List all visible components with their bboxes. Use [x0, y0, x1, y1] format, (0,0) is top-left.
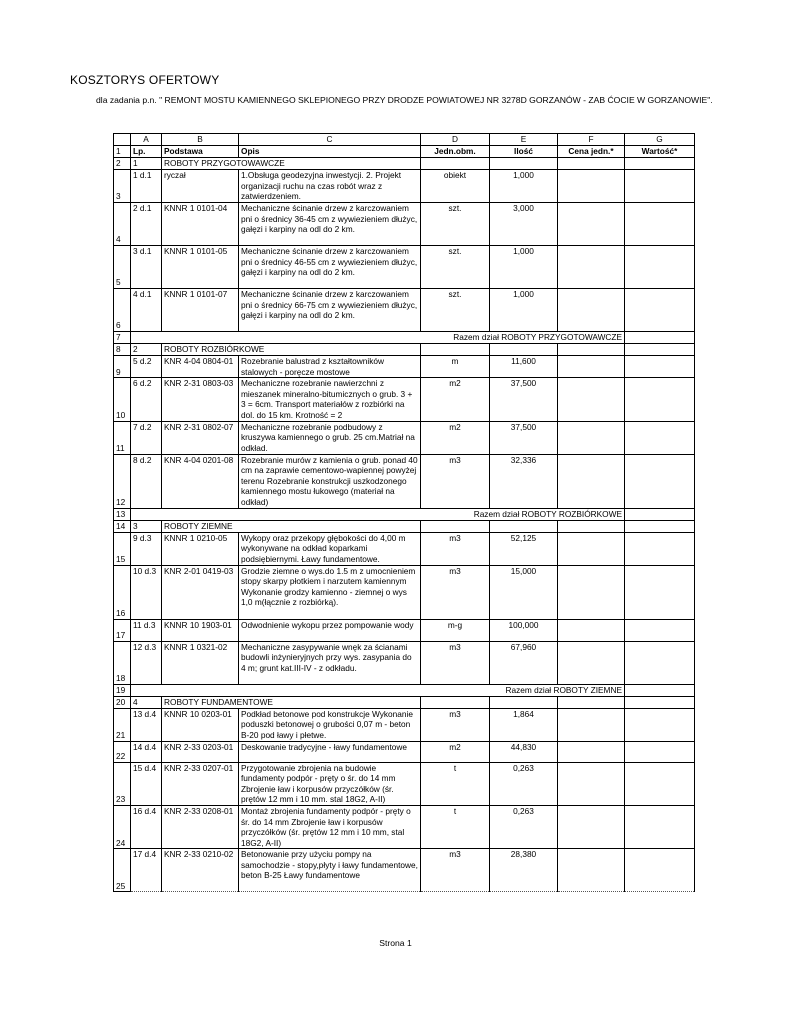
item-wartosc: [625, 378, 695, 421]
item-jedn: szt.: [421, 246, 490, 289]
item-wartosc: [625, 641, 695, 684]
item-podstawa: KNR 2-33 0208-01: [162, 805, 239, 848]
row-number: 8: [114, 344, 131, 356]
item-cena: [558, 454, 625, 508]
empty-cell: [558, 344, 625, 356]
item-ilosc: 37,500: [490, 421, 558, 454]
section-number: 1: [131, 158, 162, 170]
item-opis: Mechaniczne zasypywanie wnęk za ścianami budowli inżynieryjnych przy wys. zasypania do 4 m; grunt kat.III-IV - z odkładu.: [239, 641, 421, 684]
section-title: ROBOTY PRZYGOTOWAWCZE: [162, 158, 421, 170]
item-lp: 6 d.2: [131, 378, 162, 421]
table-row: [114, 289, 695, 332]
item-lp: 2 d.1: [131, 203, 162, 246]
item-cena: [558, 170, 625, 203]
item-cena: [558, 532, 625, 565]
section-row: [114, 696, 695, 708]
row-number: 6: [114, 289, 131, 332]
document-subtitle: dla zadania p.n. " REMONT MOSTU KAMIENNEGO SKLEPIONEGO PRZY DRODZE POWIATOWEJ NR 3278D GORZANÓW - ZAB ĆOCIE W GORZANOWIE".: [96, 95, 713, 105]
section-summary-label: Razem dział ROBOTY ZIEMNE: [421, 684, 625, 696]
empty-cell: [490, 520, 558, 532]
item-jedn: m2: [421, 421, 490, 454]
section-title: ROBOTY FUNDAMENTOWE: [162, 696, 421, 708]
row-number: 11: [114, 421, 131, 454]
item-jedn: m3: [421, 565, 490, 619]
item-podstawa: KNR 2-31 0802-07: [162, 421, 239, 454]
row-number: 12: [114, 454, 131, 508]
table-row: [114, 849, 695, 892]
item-podstawa: KNR 2-01 0419-03: [162, 565, 239, 619]
section-title: ROBOTY ZIEMNE: [162, 520, 421, 532]
row-number: 19: [114, 684, 131, 696]
item-opis: Deskowanie tradycyjne - ławy fundamentowe: [239, 741, 421, 762]
item-jedn: t: [421, 805, 490, 848]
row-number: 18: [114, 641, 131, 684]
item-podstawa: KNNR 1 0101-04: [162, 203, 239, 246]
row-number: 17: [114, 619, 131, 641]
item-ilosc: 15,000: [490, 565, 558, 619]
column-letter-row: [114, 134, 695, 146]
row-number: 1: [114, 146, 131, 158]
item-ilosc: 100,000: [490, 619, 558, 641]
header-jedn: Jedn.obm.: [421, 146, 490, 158]
item-wartosc: [625, 805, 695, 848]
item-opis: Odwodnienie wykopu przez pompowanie wody: [239, 619, 421, 641]
section-summary-row: [114, 332, 695, 344]
section-summary-row: [114, 684, 695, 696]
item-cena: [558, 741, 625, 762]
item-ilosc: 67,960: [490, 641, 558, 684]
row-number: 23: [114, 762, 131, 805]
item-ilosc: 11,600: [490, 356, 558, 378]
table-row: [114, 532, 695, 565]
item-ilosc: 1,864: [490, 708, 558, 741]
empty-cell: [421, 158, 490, 170]
row-number: 4: [114, 203, 131, 246]
empty-cell: [625, 684, 695, 696]
item-wartosc: [625, 741, 695, 762]
item-jedn: m: [421, 356, 490, 378]
item-lp: 12 d.3: [131, 641, 162, 684]
item-cena: [558, 246, 625, 289]
item-jedn: m3: [421, 532, 490, 565]
row-number: 9: [114, 356, 131, 378]
item-ilosc: 52,125: [490, 532, 558, 565]
item-lp: 14 d.4: [131, 741, 162, 762]
item-ilosc: 1,000: [490, 170, 558, 203]
item-podstawa: KNNR 1 0210-05: [162, 532, 239, 565]
item-opis: Mechaniczne ścinanie drzew z karczowaniem pni o średnicy 46-55 cm z wywiezieniem dłużyc, gałęzi i karpiny na odl do 2 km.: [239, 246, 421, 289]
item-opis: Podkład betonowe pod konstrukcje Wykonanie poduszki betonowej o grubości 0,07 m - beton B-20 pod ławy i płetwe.: [239, 708, 421, 741]
item-ilosc: 32,336: [490, 454, 558, 508]
item-wartosc: [625, 356, 695, 378]
item-ilosc: 0,263: [490, 805, 558, 848]
empty-cell: [131, 508, 421, 520]
item-jedn: m3: [421, 708, 490, 741]
row-number: 7: [114, 332, 131, 344]
item-opis: Mechaniczne ścinanie drzew z karczowaniem pni o średnicy 36-45 cm z wywiezieniem dłużyc, gałęzi i karpiny na odl do 2 km.: [239, 203, 421, 246]
item-podstawa: KNNR 1 0101-05: [162, 246, 239, 289]
item-podstawa: KNR 2-33 0207-01: [162, 762, 239, 805]
empty-cell: [131, 684, 421, 696]
empty-cell: [625, 520, 695, 532]
item-wartosc: [625, 454, 695, 508]
item-ilosc: 44,830: [490, 741, 558, 762]
row-number: 24: [114, 805, 131, 848]
item-wartosc: [625, 762, 695, 805]
item-lp: 8 d.2: [131, 454, 162, 508]
item-opis: Mechaniczne rozebranie nawierzchni z mieszanek mineralno-bitumicznych o grub. 3 + 3 = 6cm. Transport materiałów z rozbiórki na dol. do 15 km. Krotność = 2: [239, 378, 421, 421]
item-podstawa: KNNR 10 0203-01: [162, 708, 239, 741]
header-opis: Opis: [239, 146, 421, 158]
item-cena: [558, 619, 625, 641]
table-row: [114, 421, 695, 454]
item-jedn: m2: [421, 378, 490, 421]
table-row: [114, 741, 695, 762]
table-row: [114, 246, 695, 289]
empty-cell: [421, 520, 490, 532]
row-number: 14: [114, 520, 131, 532]
item-lp: 11 d.3: [131, 619, 162, 641]
item-ilosc: 37,500: [490, 378, 558, 421]
item-wartosc: [625, 708, 695, 741]
empty-cell: [421, 696, 490, 708]
empty-cell: [490, 696, 558, 708]
document-title: KOSZTORYS OFERTOWY: [70, 73, 220, 87]
item-cena: [558, 289, 625, 332]
item-lp: 10 d.3: [131, 565, 162, 619]
header-wartosc: Wartość*: [625, 146, 695, 158]
item-cena: [558, 356, 625, 378]
row-number: 3: [114, 170, 131, 203]
table-row: [114, 805, 695, 848]
item-jedn: m3: [421, 849, 490, 892]
empty-cell: [490, 158, 558, 170]
item-ilosc: 28,380: [490, 849, 558, 892]
column-letter: B: [162, 134, 239, 146]
table-row: [114, 356, 695, 378]
table-row: [114, 708, 695, 741]
table-row: [114, 565, 695, 619]
column-letter: D: [421, 134, 490, 146]
row-number: 16: [114, 565, 131, 619]
item-opis: Rozebranie murów z kamienia o grub. ponad 40 cm na zaprawie cementowo-wapiennej powyżej terenu Rozebranie konstrukcji uszkodzonego kamiennego mostu łukowego (materiał na odkład): [239, 454, 421, 508]
item-lp: 15 d.4: [131, 762, 162, 805]
item-opis: Grodzie ziemne o wys.do 1.5 m z umocnieniem stopy skarpy płotkiem i narzutem kamiennym Wykonanie grodzy kamienno - ziemnej o wys 1,0 m(łącznie z rozbiórką).: [239, 565, 421, 619]
column-letter: A: [131, 134, 162, 146]
empty-cell: [558, 520, 625, 532]
item-wartosc: [625, 170, 695, 203]
section-row: [114, 344, 695, 356]
row-number: 5: [114, 246, 131, 289]
item-podstawa: KNR 4-04 0804-01: [162, 356, 239, 378]
item-jedn: szt.: [421, 203, 490, 246]
section-row: [114, 158, 695, 170]
section-summary-row: [114, 508, 695, 520]
item-ilosc: 1,000: [490, 246, 558, 289]
item-jedn: m3: [421, 454, 490, 508]
empty-cell: [131, 332, 421, 344]
item-cena: [558, 805, 625, 848]
item-wartosc: [625, 421, 695, 454]
item-lp: 5 d.2: [131, 356, 162, 378]
item-cena: [558, 708, 625, 741]
section-number: 2: [131, 344, 162, 356]
table-row: [114, 641, 695, 684]
item-jedn: m-g: [421, 619, 490, 641]
table-row: [114, 454, 695, 508]
item-opis: Rozebranie balustrad z kształtowników stalowych - poręcze mostowe: [239, 356, 421, 378]
row-number: 22: [114, 741, 131, 762]
item-lp: 17 d.4: [131, 849, 162, 892]
item-podstawa: KNNR 1 0101-07: [162, 289, 239, 332]
section-title: ROBOTY ROZBIÓRKOWE: [162, 344, 421, 356]
item-cena: [558, 378, 625, 421]
row-number: 10: [114, 378, 131, 421]
item-lp: 13 d.4: [131, 708, 162, 741]
item-podstawa: KNNR 1 0321-02: [162, 641, 239, 684]
column-letter: F: [558, 134, 625, 146]
item-ilosc: 0,263: [490, 762, 558, 805]
item-lp: 16 d.4: [131, 805, 162, 848]
item-lp: 9 d.3: [131, 532, 162, 565]
row-number: 15: [114, 532, 131, 565]
item-cena: [558, 849, 625, 892]
section-number: 4: [131, 696, 162, 708]
item-wartosc: [625, 849, 695, 892]
table-row: [114, 619, 695, 641]
item-opis: Mechaniczne rozebranie podbudowy z kruszywa kamiennego o grub. 25 cm.Matriał na odkład.: [239, 421, 421, 454]
item-jedn: obiekt: [421, 170, 490, 203]
row-number: 13: [114, 508, 131, 520]
item-opis: Przygotowanie zbrojenia na budowie fundamenty podpór - pręty o śr. do 14 mm Zbrojenie ław i korpusów przyczółków (śr. prętów 12 mm i 10 mm. stal 18G2, A-II): [239, 762, 421, 805]
item-opis: Betonowanie przy użyciu pompy na samochodzie - stopy,płyty i ławy fundamentowe, beton B-25 Ławy fundamentowe: [239, 849, 421, 892]
item-jedn: t: [421, 762, 490, 805]
row-number: 25: [114, 849, 131, 892]
item-ilosc: 3,000: [490, 203, 558, 246]
item-podstawa: KNR 2-33 0210-02: [162, 849, 239, 892]
item-cena: [558, 421, 625, 454]
item-jedn: szt.: [421, 289, 490, 332]
item-wartosc: [625, 532, 695, 565]
header-ilosc: Ilość: [490, 146, 558, 158]
item-wartosc: [625, 203, 695, 246]
item-jedn: m3: [421, 641, 490, 684]
section-row: [114, 520, 695, 532]
table-row: [114, 170, 695, 203]
empty-cell: [490, 344, 558, 356]
empty-cell: [625, 332, 695, 344]
item-opis: 1.Obsługa geodezyjna inwestycji. 2. Projekt organizacji ruchu na czas robót wraz z zatwierdzeniem.: [239, 170, 421, 203]
row-number: 2: [114, 158, 131, 170]
item-podstawa: KNR 4-04 0201-08: [162, 454, 239, 508]
cost-estimate-table: [113, 133, 695, 892]
column-letter: [114, 134, 131, 146]
table-row: [114, 762, 695, 805]
column-letter: E: [490, 134, 558, 146]
table-row: [114, 378, 695, 421]
empty-cell: [625, 344, 695, 356]
empty-cell: [625, 696, 695, 708]
item-podstawa: KNR 2-31 0803-03: [162, 378, 239, 421]
header-cena: Cena jedn.*: [558, 146, 625, 158]
section-summary-label: Razem dział ROBOTY ROZBIÓRKOWE: [421, 508, 625, 520]
empty-cell: [625, 508, 695, 520]
item-podstawa: ryczał: [162, 170, 239, 203]
header-lp: Lp.: [131, 146, 162, 158]
item-lp: 4 d.1: [131, 289, 162, 332]
item-ilosc: 1,000: [490, 289, 558, 332]
item-podstawa: KNR 2-33 0203-01: [162, 741, 239, 762]
row-number: 21: [114, 708, 131, 741]
section-number: 3: [131, 520, 162, 532]
item-cena: [558, 565, 625, 619]
empty-cell: [421, 344, 490, 356]
item-cena: [558, 641, 625, 684]
item-lp: 1 d.1: [131, 170, 162, 203]
page-number: Strona 1: [379, 938, 412, 948]
item-cena: [558, 762, 625, 805]
item-podstawa: KNNR 10 1903-01: [162, 619, 239, 641]
item-cena: [558, 203, 625, 246]
item-opis: Wykopy oraz przekopy głębokości do 4,00 m wykonywane na odkład koparkami podsiębiernymi. Ławy fundamentowe.: [239, 532, 421, 565]
item-opis: Montaż zbrojenia fundamenty podpór - pręty o śr. do 14 mm Zbrojenie ław i korpusów przyczółków (śr. prętów 12 mm i 10 mm, stal 18G2, A-II): [239, 805, 421, 848]
column-letter: C: [239, 134, 421, 146]
item-wartosc: [625, 246, 695, 289]
empty-cell: [558, 158, 625, 170]
item-wartosc: [625, 565, 695, 619]
item-wartosc: [625, 619, 695, 641]
item-lp: 7 d.2: [131, 421, 162, 454]
row-number: 20: [114, 696, 131, 708]
section-summary-label: Razem dział ROBOTY PRZYGOTOWAWCZE: [421, 332, 625, 344]
table-header-row: [114, 146, 695, 158]
empty-cell: [558, 696, 625, 708]
header-podstawa: Podstawa: [162, 146, 239, 158]
item-jedn: m2: [421, 741, 490, 762]
column-letter: G: [625, 134, 695, 146]
item-wartosc: [625, 289, 695, 332]
item-opis: Mechaniczne ścinanie drzew z karczowaniem pni o średnicy 66-75 cm z wywiezieniem dłużyc, gałęzi i karpiny na odl do 2 km.: [239, 289, 421, 332]
item-lp: 3 d.1: [131, 246, 162, 289]
table-row: [114, 203, 695, 246]
empty-cell: [625, 158, 695, 170]
